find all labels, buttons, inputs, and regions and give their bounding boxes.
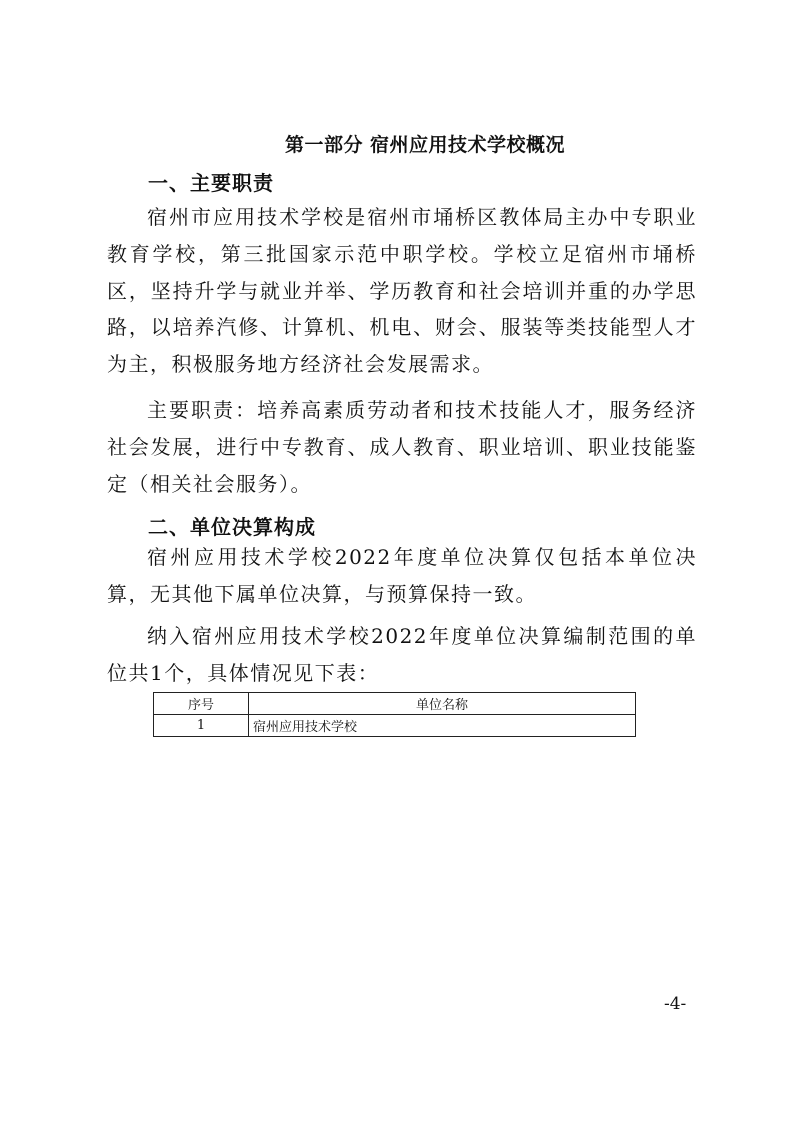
- table-cell-unit-name: 宿州应用技术学校: [249, 715, 636, 737]
- table-header-row: [154, 693, 636, 715]
- paragraph-unit-scope: 纳入宿州应用技术学校2022年度单位决算编制范围的单位共1个，具体情况见下表：: [107, 624, 697, 685]
- unit-table: [153, 692, 636, 737]
- table-cell-index: 1: [154, 715, 249, 737]
- section-heading-main-duties: 一、主要职责: [148, 171, 274, 195]
- table-row: [154, 715, 636, 737]
- table-header-unit-name: 单位名称: [249, 693, 636, 715]
- paragraph-main-duties: 主要职责：培养高素质劳动者和技术技能人才，服务经济社会发展，进行中专教育、成人教育、职业培训、职业技能鉴定（相关社会服务）。: [107, 398, 697, 496]
- table-header-index: 序号: [154, 693, 249, 715]
- section-heading-unit-composition: 二、单位决算构成: [148, 515, 316, 539]
- paragraph-unit-composition: 宿州应用技术学校2022年度单位决算仅包括本单位决算，无其他下属单位决算，与预算保持一致。: [107, 545, 697, 606]
- page-number: -4-: [664, 994, 687, 1014]
- paragraph-school-overview: 宿州市应用技术学校是宿州市埇桥区教体局主办中专职业教育学校，第三批国家示范中职学校。学校立足宿州市埇桥区，坚持升学与就业并举、学历教育和社会培训并重的办学思路，以培养汽修、计算机、机电、财会、服装等类技能型人才为主，积极服务地方经济社会发展需求。: [107, 205, 697, 377]
- part-title: 第一部分 宿州应用技术学校概况: [284, 134, 566, 156]
